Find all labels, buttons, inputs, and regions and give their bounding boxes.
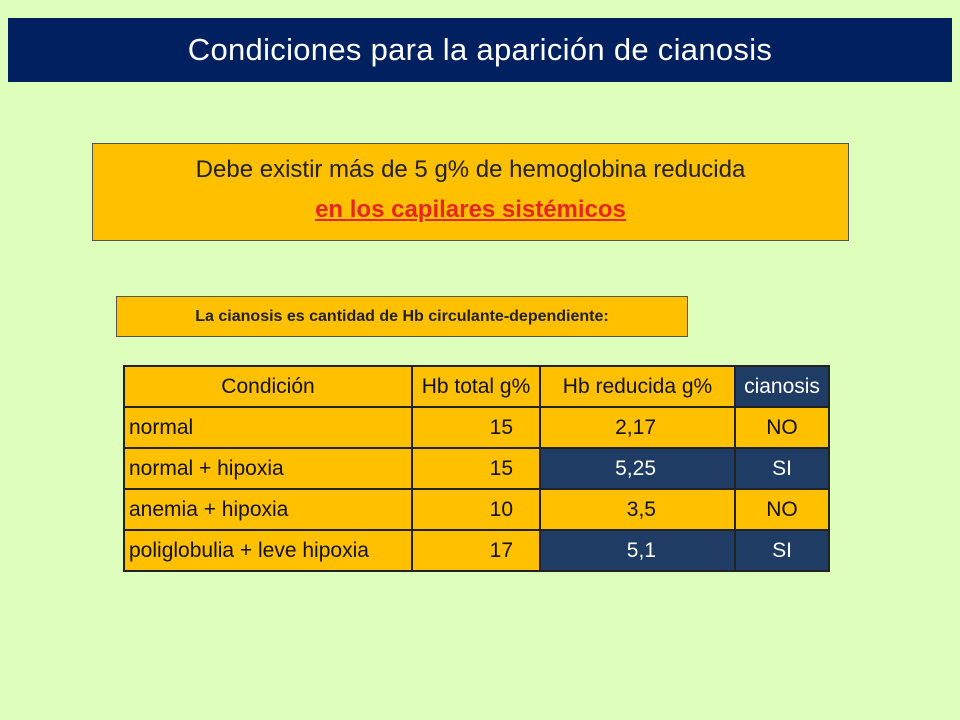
header-condicion: Condición	[124, 366, 412, 407]
cell-condicion: anemia + hipoxia	[124, 489, 412, 530]
cell-condicion: normal	[124, 407, 412, 448]
header-hb-total: Hb total g%	[412, 366, 540, 407]
cianosis-table	[123, 365, 830, 572]
cell-hb-total: 17	[412, 530, 540, 571]
table-row	[124, 530, 829, 571]
cell-hb-total: 10	[412, 489, 540, 530]
cell-hb-reducida: 5,1	[540, 530, 735, 571]
table-row	[124, 489, 829, 530]
cell-cianosis: SI	[735, 530, 829, 571]
key-statement-line1: Debe existir más de 5 g% de hemoglobina reducida	[195, 156, 746, 183]
cell-condicion: normal + hipoxia	[124, 448, 412, 489]
cell-cianosis: NO	[735, 407, 829, 448]
cell-cianosis: NO	[735, 489, 829, 530]
page-title: Condiciones para la aparición de cianosis	[187, 32, 773, 67]
title-bar	[8, 18, 952, 82]
table-caption: La cianosis es cantidad de Hb circulante-dependiente:	[116, 296, 688, 337]
cell-hb-reducida: 2,17	[540, 407, 735, 448]
table-header-row	[124, 366, 829, 407]
cell-condicion: poliglobulia + leve hipoxia	[124, 530, 412, 571]
table-row	[124, 448, 829, 489]
header-hb-reducida: Hb reducida g%	[540, 366, 735, 407]
header-cianosis: cianosis	[735, 366, 829, 407]
table-row	[124, 407, 829, 448]
cell-hb-total: 15	[412, 407, 540, 448]
cell-hb-total: 15	[412, 448, 540, 489]
key-statement-line2: en los capilares sistémicos	[315, 196, 626, 223]
cell-hb-reducida: 5,25	[540, 448, 735, 489]
key-statement-box	[92, 143, 849, 241]
cell-hb-reducida: 3,5	[540, 489, 735, 530]
cell-cianosis: SI	[735, 448, 829, 489]
